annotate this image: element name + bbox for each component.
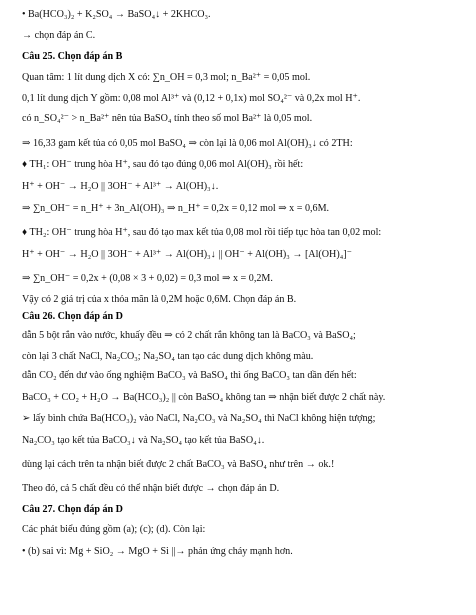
- text-line: dùng lại cách trên ta nhận biết được 2 chất BaCO₃ và BaSO₄ như trên → ok.!: [22, 459, 335, 470]
- text-line: H⁺ + OH⁻ → H₂O || 3OH⁻ + Al³⁺ → Al(OH)₃↓.: [22, 181, 219, 192]
- text-line: → chọn đáp án C.: [22, 30, 96, 41]
- text-line: ♦ TH₁: OH⁻ trung hòa H⁺, sau đó tạo đúng 0,06 mol Al(OH)₃ rồi hết:: [22, 159, 304, 170]
- text-line: ➢ lấy bình chứa Ba(HCO₃)₂ vào NaCl, Na₂CO₃ và Na₂SO₄ thì NaCl không hiện tượng;: [22, 413, 376, 424]
- text-line: Na₂CO₃ tạo kết tủa BaCO₃↓ và Na₂SO₄ tạo kết tủa BaSO₄↓.: [22, 435, 265, 446]
- text-line: Vậy có 2 giá trị của x thỏa mãn là 0,2M hoặc 0,6M. Chọn đáp án B.: [22, 294, 297, 305]
- text-line: Các phát biểu đúng gồm (a); (c); (d). Còn lại:: [22, 524, 206, 535]
- section-heading: Câu 26. Chọn đáp án D: [22, 311, 123, 322]
- text-line: dẫn 5 bột rắn vào nước, khuấy đều ⇒ có 2 chất rắn không tan là BaCO₃ và BaSO₄;: [22, 330, 356, 341]
- text-line: Quan tâm: 1 lít dung dịch X có: ∑n_OH = 0,3 mol; n_Ba²⁺ = 0,05 mol.: [22, 72, 311, 83]
- text-line: ⇒ ∑n_OH⁻ = n_H⁺ + 3n_Al(OH)₃ ⇒ n_H⁺ = 0,2x = 0,12 mol ⇒ x = 0,6M.: [22, 203, 330, 214]
- section-heading: Câu 27. Chọn đáp án D: [22, 504, 123, 515]
- text-line: dẫn CO₂ đến dư vào ống nghiệm BaCO₃ và BaSO₄ thì ống BaCO₃ tan dần đến hết:: [22, 370, 357, 381]
- text-line: còn lại 3 chất NaCl, Na₂CO₃; Na₂SO₄ tan tạo các dung dịch không màu.: [22, 351, 314, 362]
- text-line: BaCO₃ + CO₂ + H₂O → Ba(HCO₃)₂ || còn BaSO₄ không tan ⇒ nhận biết được 2 chất này.: [22, 392, 386, 403]
- text-line: H⁺ + OH⁻ → H₂O || 3OH⁻ + Al³⁺ → Al(OH)₃↓ || OH⁻ + Al(OH)₃ → [Al(OH)₄]⁻: [22, 249, 352, 260]
- text-line: ⇒ ∑n_OH⁻ = 0,2x + (0,08 × 3 + 0,02) = 0,3 mol ⇒ x = 0,2M.: [22, 273, 273, 284]
- text-line: 0,1 lít dung dịch Y gồm: 0,08 mol Al³⁺ và (0,12 + 0,1x) mol SO₄²⁻ và 0,2x mol H⁺.: [22, 93, 361, 104]
- text-line: • Ba(HCO₃)₂ + K₂SO₄ → BaSO₄↓ + 2KHCO₃.: [22, 9, 211, 20]
- text-line: • (b) sai vì: Mg + SiO₂ → MgO + Si ||→ phản ứng cháy mạnh hơn.: [22, 546, 293, 557]
- text-line: có n_SO₄²⁻ > n_Ba²⁺ nên tủa BaSO₄ tính theo số mol Ba²⁺ là 0,05 mol.: [22, 113, 313, 124]
- text-line: Theo đó, cả 5 chất đều có thể nhận biết được → chọn đáp án D.: [22, 483, 280, 494]
- text-line: ⇒ 16,33 gam kết tủa có 0,05 mol BaSO₄ ⇒ còn lại là 0,06 mol Al(OH)₃↓ có 2TH:: [22, 138, 353, 149]
- section-heading: Câu 25. Chọn đáp án B: [22, 51, 123, 62]
- text-line: ♦ TH₂: OH⁻ trung hòa H⁺, sau đó tạo max kết tủa 0,08 mol rồi tiếp tục hòa tan 0,02 mol:: [22, 227, 382, 238]
